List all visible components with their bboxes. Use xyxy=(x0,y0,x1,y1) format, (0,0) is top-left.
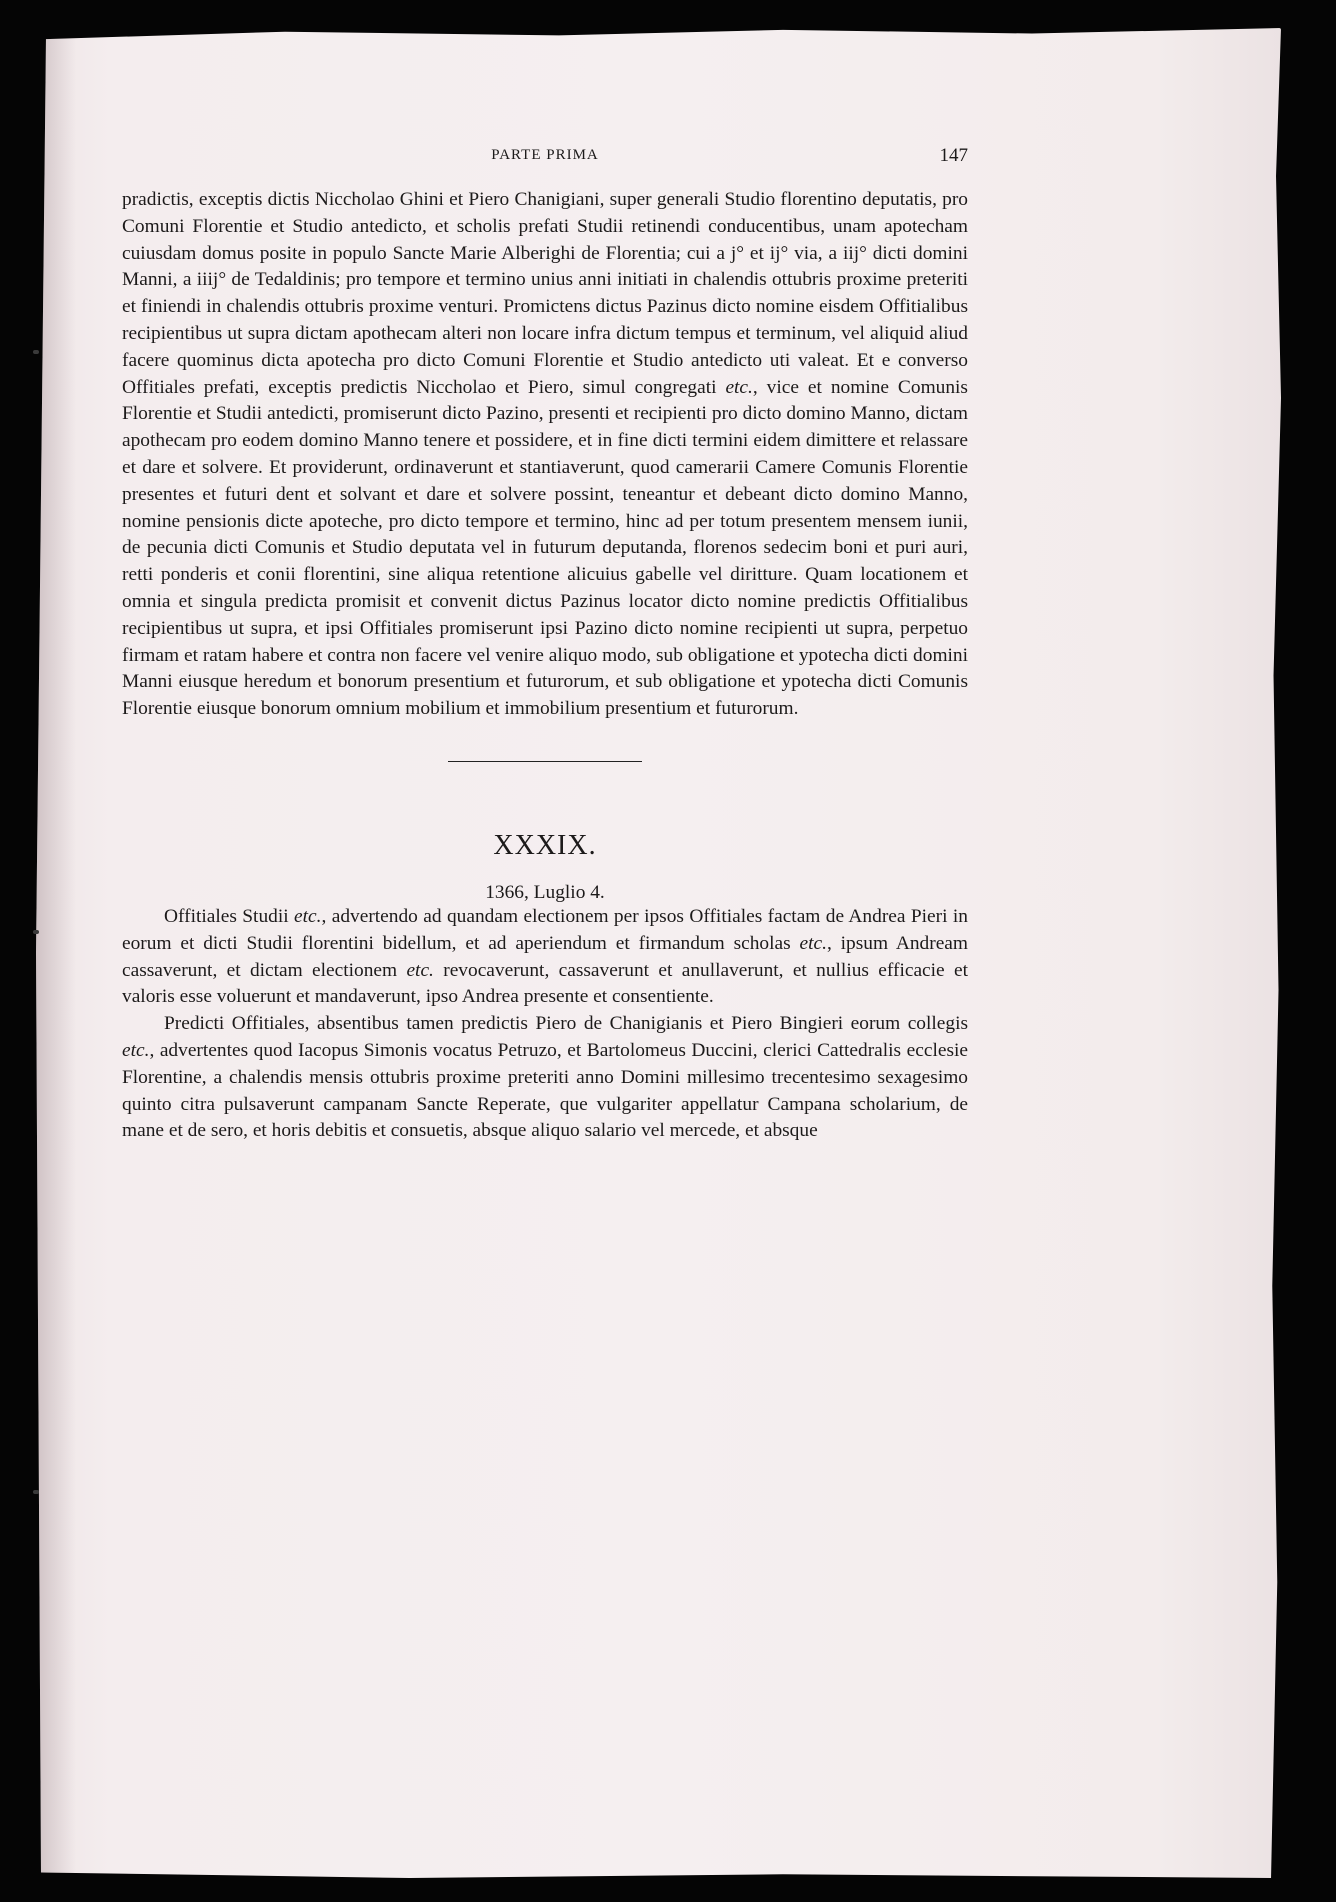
binding-stitch-mark xyxy=(33,1490,39,1494)
paragraph-text: , advertentes quod Iacopus Simonis vocatus Petruzo, et Bartolomeus Duccini, clerici Cattedralis ecclesie Florentine, a chalendis mensis ottubris proxime preteriti anno Domini millesimo trecentesimo sexagesimo quinto citra pulsaverunt campanam Sancte Reperate, que vulgariter appellatur Campana scholarium, de mane et de sero, et horis debitis et consuetis, absque aliquo salario vel mercede, et absque xyxy=(122,1039,968,1142)
paragraph-text: revocaverunt, cassaverunt et anullaverunt, et nullius efficacie et valoris esse voluerunt et mandaverunt, ipso Andrea presente et consentiente. xyxy=(122,959,968,1008)
section-divider xyxy=(448,761,642,762)
paragraph-text: pradictis, exceptis dictis Niccholao Ghini et Piero Chanigiani, super generali Studio florentino deputatis, pro Comuni Florentie et Studio antedicto, et scholis prefati Studii retinendi conducentibus, unam apotecham cuiusdam domus posite in populo Sancte Marie Alberighi de Florentia; cui a j° et ij° via, a iij° dicti domini Manni, a iiij° de Tedaldinis; pro tempore et termino unius anni initiati in chalendis ottubris proxime preteriti et finiendi in chalendis ottubris proxime venturi. Promictens dictus Pazinus dicto nomine eisdem Offitialibus recipientibus ut supra dictam apothecam alteri non locare infra dictum tempus et terminum, vel aliquid aliud facere quominus dicta apotecha pro dicto Comuni Florentie et Studio antedicto uti valeat. Et e converso Offitiales prefati, exceptis predictis Niccholao et Piero, simul congregati xyxy=(122,189,968,398)
binding-stitch-mark xyxy=(33,930,39,934)
running-header xyxy=(122,147,968,187)
paragraph-text: , vice et nomine Comunis Florentie et Studii antedicti, promiserunt dicto Pazino, presenti et recipienti pro dicto domino Manno, dictam apothecam pro eodem domino Manno tenere et possidere, et in fine dicti termini eidem dimittere et relassare et dare et solvere. Et providerunt, ordinaverunt et stantiaverunt, quod camerarii Camere Comunis Florentie presentes et futuri dent et solvant et dare et solvere possint, teneantur et debeant dicto domino Manno, nomine pensionis dicte apoteche, pro dicto tempore et termino, hinc ad per totum presentem mensem iunii, de pecunia dicti Comunis et Studio deputata vel in futurum deputanda, florenos sedecim boni et puri auri, retti ponderis et conii florentini, sine aliqua retentione alicuius gabelle vel diritture. Quam locationem et omnia et singula predicta promisit et convenit dictus Pazinus locator dicto nomine predictis Offitialibus recipientibus ut supra, et ipsi Offitiales promiserunt ipsi Pazino dicto nomine recipienti ut supra, perpetuo firmam et ratam habere et contra non facere vel venire aliquo modo, sub obligatione et ypotecha dicti domini Manni eiusque heredum et bonorum presentium et futurorum, et sub obligatione et ypotecha dicti Comunis Florentie eiusque bonorum omnium mobilium et immobilium presentium et futurorum. xyxy=(122,376,968,720)
paragraph-text: , ipsum Andream cassaverunt, et dictam electionem xyxy=(122,932,968,981)
etc-abbreviation: etc. xyxy=(294,905,322,927)
etc-abbreviation: etc. xyxy=(799,932,827,954)
paragraph-text: Predicti Offitiales, absentibus tamen predictis Piero de Chanigianis et Piero Bingieri eorum collegis xyxy=(164,1013,968,1035)
page-number: 147 xyxy=(939,145,968,166)
document-paragraph xyxy=(122,904,968,1011)
etc-abbreviation: etc. xyxy=(725,376,753,398)
binding-shadow xyxy=(36,28,76,1878)
running-title: PARTE PRIMA xyxy=(491,147,599,163)
paragraph-text: , advertendo ad quandam electionem per ipsos Offitiales factam de Andrea Pieri in eorum et dicti Studii florentini bidellum, et ad aperiendum et firmandum scholas xyxy=(122,905,968,954)
continuation-paragraph xyxy=(122,187,968,723)
document-number: XXXIX. xyxy=(493,829,597,861)
etc-abbreviation: etc. xyxy=(406,959,434,981)
page-content xyxy=(122,147,968,1145)
document-date: 1366, Luglio 4. xyxy=(485,881,605,903)
binding-stitch-mark xyxy=(33,350,39,354)
etc-abbreviation: etc. xyxy=(122,1039,150,1061)
document-paragraph xyxy=(122,1011,968,1145)
paragraph-text: Offitiales Studii xyxy=(164,905,295,927)
